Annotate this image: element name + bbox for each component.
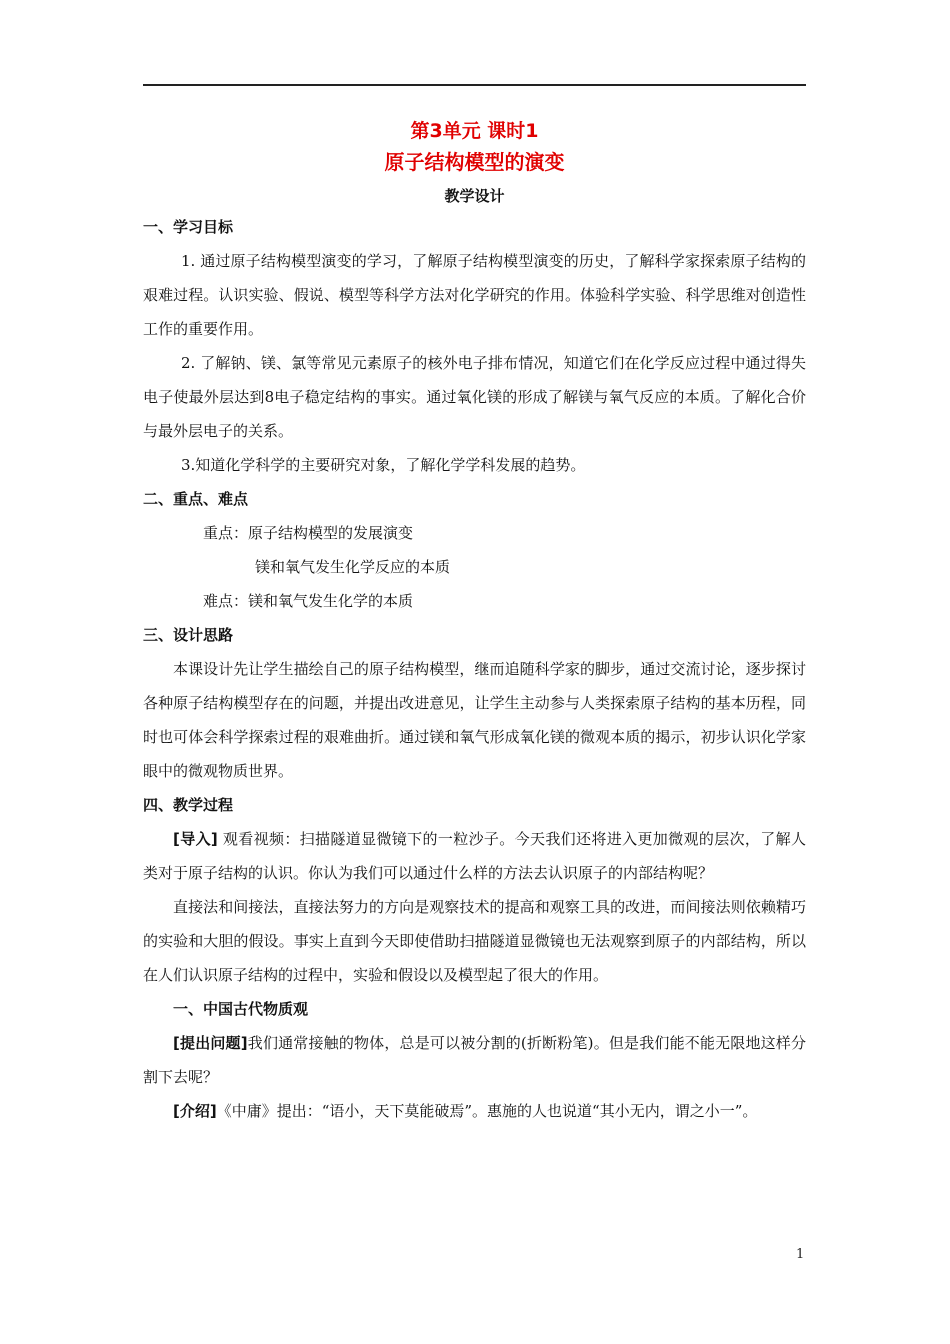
section-heading-keypoints: 二、重点、难点 [143, 490, 249, 508]
unit-title: 第3单元 课时1 [410, 120, 539, 142]
question-tag: [提出问题] [173, 1034, 248, 1052]
doc-subtitle: 教学设计 [444, 187, 505, 205]
method-paragraph: 直接法和间接法，直接法努力的方向是观察技术的提高和观察工具的改进，而间接法则依赖精巧的实验和大胆的假设。事实上直到今天即使借助扫描隧道显微镜也无法观察到原子的内部结构，所以在人们认识原子结构的过程中，实验和假设以及模型起了很大的作用。 [143, 898, 806, 984]
goal-paragraph-1: 1. 通过原子结构模型演变的学习，了解原子结构模型演变的历史，了解科学家探索原子结构的艰难过程。认识实验、假说、模型等科学方法对化学研究的作用。体验科学实验、科学思维对创造性工作的重要作用。 [143, 252, 806, 338]
key-label: 重点： [203, 524, 249, 542]
subheading-ancient-view: 一、中国古代物质观 [173, 1000, 309, 1018]
goal-paragraph-3: 3.知道化学科学的主要研究对象，了解化学学科发展的趋势。 [181, 456, 586, 474]
question-paragraph [143, 1026, 806, 1094]
intro-text: 观看视频：扫描隧道显微镜下的一粒沙子。今天我们还将进入更加微观的层次，了解人类对于原子结构的认识。你认为我们可以通过什么样的方法去认识原子的内部结构呢？ [143, 830, 806, 882]
section-heading-design: 三、设计思路 [143, 626, 234, 644]
difficulty-line [143, 584, 806, 618]
intro-paragraph [143, 822, 806, 890]
section-heading-goals: 一、学习目标 [143, 218, 234, 236]
section-heading-process: 四、教学过程 [143, 796, 234, 814]
document-body [143, 116, 806, 1128]
lesson-title: 原子结构模型的演变 [384, 150, 565, 174]
difficulty-1: 镁和氧气发生化学的本质 [248, 592, 414, 610]
goal-paragraph-2: 2. 了解钠、镁、氯等常见元素原子的核外电子排布情况，知道它们在化学反应过程中通过得失电子使最外层达到8电子稳定结构的事实。通过氧化镁的形成了解镁与氧气反应的本质。了解化合价与最外层电子的关系。 [143, 354, 806, 440]
intro-tag: [导入] [173, 830, 218, 848]
key-point-line-1 [143, 516, 806, 550]
header-rule [143, 84, 806, 86]
difficulty-label: 难点： [203, 592, 249, 610]
question-text: 我们通常接触的物体，总是可以被分割的(折断粉笔)。但是我们能不能无限地这样分割下去呢？ [143, 1034, 806, 1086]
key-point-1: 原子结构模型的发展演变 [248, 524, 414, 542]
design-paragraph: 本课设计先让学生描绘自己的原子结构模型，继而追随科学家的脚步，通过交流讨论，逐步探讨各种原子结构模型存在的问题，并提出改进意见，让学生主动参与人类探索原子结构的基本历程，同时也可体会科学探索过程的艰难曲折。通过镁和氧气形成氧化镁的微观本质的揭示，初步认识化学家眼中的微观物质世界。 [143, 660, 806, 780]
introduce-tag: [介绍] [173, 1102, 217, 1120]
page-number: 1 [796, 1247, 805, 1262]
key-point-2: 镁和氧气发生化学反应的本质 [255, 558, 451, 576]
introduce-text: 《中庸》提出：“语小，天下莫能破焉”。惠施的人也说道“其小无内，谓之小一”。 [216, 1102, 758, 1120]
introduce-paragraph [143, 1094, 806, 1128]
